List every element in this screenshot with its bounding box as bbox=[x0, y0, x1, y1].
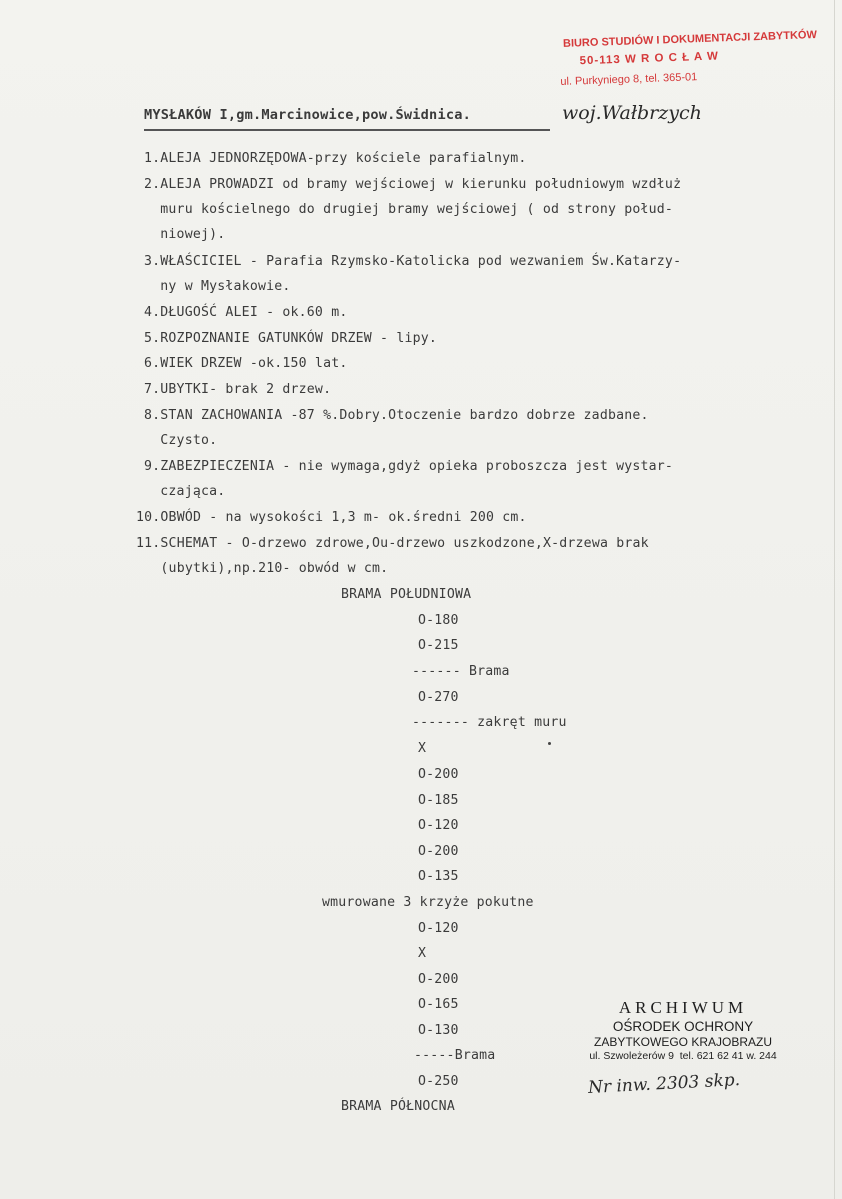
archive-stamp-line2: OŚRODEK OCHRONY bbox=[612, 1019, 754, 1034]
schema-tree: O-120 bbox=[418, 818, 459, 833]
item-1-line-1: 1.ALEJA JEDNORZĘDOWA-przy kościele parafialnym. bbox=[144, 151, 527, 166]
schema-tree: O-130 bbox=[418, 1023, 459, 1038]
handwritten-region-note: woj.Wałbrzych bbox=[562, 102, 702, 124]
item-3-line-1: 3.WŁAŚCICIEL - Parafia Rzymsko-Katolicka pod wezwaniem Św.Katarzy- bbox=[144, 254, 682, 269]
ink-dot bbox=[548, 742, 551, 745]
schema-wall-turn: ------- zakręt muru bbox=[412, 715, 567, 730]
item-9-line-2: czająca. bbox=[144, 484, 226, 499]
page-edge bbox=[834, 0, 835, 1199]
schema-top-gate-label: BRAMA POŁUDNIOWA bbox=[341, 587, 472, 602]
item-8-line-2: Czysto. bbox=[144, 433, 218, 448]
item-2-line-1: 2.ALEJA PROWADZI od bramy wejściowej w kierunku południowym wzdłuż bbox=[144, 177, 682, 192]
item-2-line-2: muru kościelnego do drugiej bramy wejściowej ( od strony połud- bbox=[144, 202, 674, 217]
office-stamp-line1: BIURO STUDIÓW I DOKUMENTACJI ZABYTKÓW bbox=[562, 28, 818, 50]
schema-tree: O-180 bbox=[418, 613, 459, 628]
schema-crosses-note: wmurowane 3 krzyże pokutne bbox=[322, 895, 534, 910]
item-11-line-2: (ubytki),np.210- obwód w cm. bbox=[136, 561, 389, 576]
item-2-line-3: niowej). bbox=[144, 227, 226, 242]
schema-bottom-gate-label: BRAMA PÓŁNOCNA bbox=[341, 1099, 455, 1114]
schema-tree: O-120 bbox=[418, 921, 459, 936]
handwritten-inventory-number: Nr inw. 2303 skp. bbox=[587, 1070, 741, 1098]
office-stamp-line2: 50-113 W R O C Ł A W bbox=[579, 50, 720, 68]
schema-tree: O-185 bbox=[418, 793, 459, 808]
schema-gate-mark: -----Brama bbox=[414, 1048, 496, 1063]
archive-stamp-line1: ARCHIWUM bbox=[618, 998, 748, 1017]
office-stamp-line3: ul. Purkyniego 8, tel. 365-01 bbox=[560, 71, 698, 88]
schema-tree: O-165 bbox=[418, 997, 459, 1012]
schema-tree: O-215 bbox=[418, 638, 459, 653]
document-title: MYSŁAKÓW I,gm.Marcinowice,pow.Świdnica. bbox=[144, 107, 471, 123]
schema-tree: O-200 bbox=[418, 972, 459, 987]
schema-tree: O-200 bbox=[418, 844, 459, 859]
schema-tree-missing: X bbox=[418, 946, 427, 961]
schema-tree: O-250 bbox=[418, 1074, 459, 1089]
schema-tree-missing: X bbox=[418, 741, 427, 756]
item-7-line-1: 7.UBYTKI- brak 2 drzew. bbox=[144, 382, 332, 397]
schema-tree: O-270 bbox=[418, 690, 459, 705]
schema-gate-mark: ------ Brama bbox=[412, 664, 510, 679]
archive-stamp-line3: ZABYTKOWEGO KRAJOBRAZU bbox=[593, 1035, 773, 1049]
schema-tree: O-135 bbox=[418, 869, 459, 884]
item-6-line-1: 6.WIEK DRZEW -ok.150 lat. bbox=[144, 356, 348, 371]
item-9-line-1: 9.ZABEZPIECZENIA - nie wymaga,gdyż opieka proboszcza jest wystar- bbox=[144, 459, 674, 474]
archive-stamp-line4: ul. Szwoleżerów 9 tel. 621 62 41 w. 244 bbox=[589, 1050, 777, 1062]
item-3-line-2: ny w Mysłakowie. bbox=[144, 279, 291, 294]
schema-tree: O-200 bbox=[418, 767, 459, 782]
item-5-line-1: 5.ROZPOZNANIE GATUNKÓW DRZEW - lipy. bbox=[144, 331, 438, 346]
item-4-line-1: 4.DŁUGOŚĆ ALEI - ok.60 m. bbox=[144, 305, 348, 320]
item-10-line-1: 10.OBWÓD - na wysokości 1,3 m- ok.średni 200 cm. bbox=[136, 510, 527, 525]
item-8-line-1: 8.STAN ZACHOWANIA -87 %.Dobry.Otoczenie bardzo dobrze zadbane. bbox=[144, 408, 649, 423]
item-11-line-1: 11.SCHEMAT - O-drzewo zdrowe,Ou-drzewo uszkodzone,X-drzewa brak bbox=[136, 536, 649, 551]
archive-stamp bbox=[578, 998, 788, 1078]
office-stamp bbox=[551, 26, 818, 114]
title-underline bbox=[144, 129, 550, 131]
